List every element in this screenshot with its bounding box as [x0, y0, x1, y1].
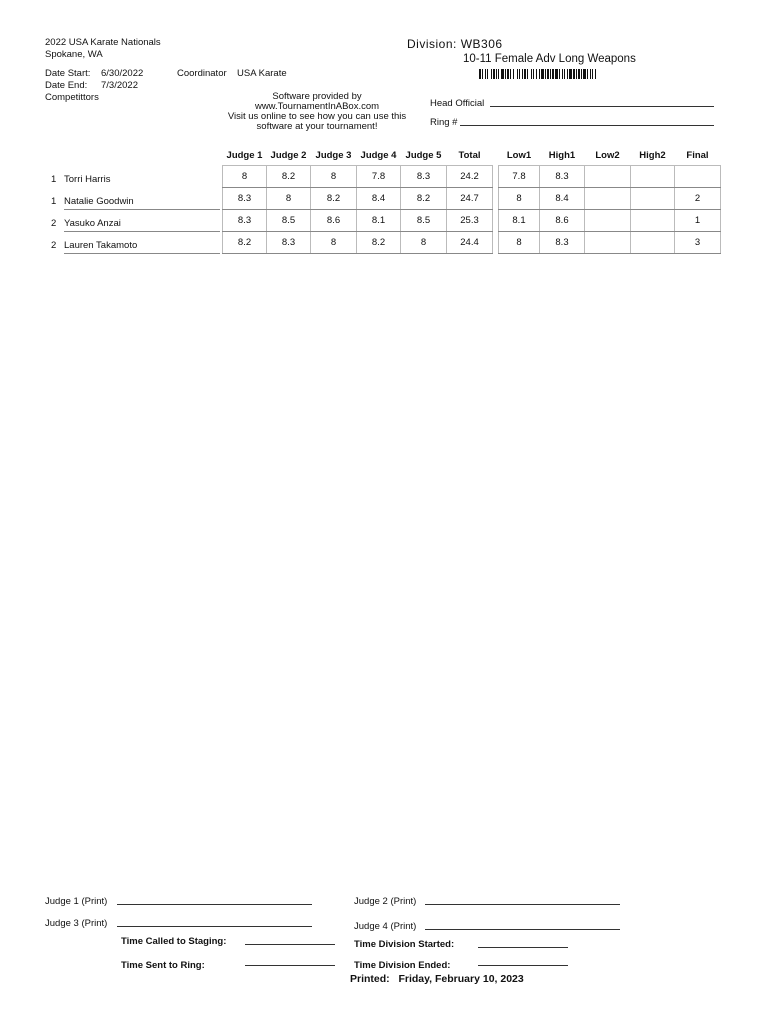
judge3-print-label: Judge 3 (Print) [45, 918, 108, 929]
barcode-bar [596, 69, 597, 79]
score-judge2[interactable]: 8.5 [267, 210, 311, 232]
competitor-seed: 1 [51, 174, 57, 185]
score-judge5[interactable]: 8 [401, 232, 447, 254]
software-line-3: Visit us online to see how you can use this [227, 111, 407, 122]
date-end-value: 7/3/2022 [101, 80, 138, 91]
score-judge5[interactable]: 8.2 [401, 188, 447, 210]
score-low2 [585, 166, 631, 188]
division-label: Division: [407, 37, 457, 51]
printed-line [350, 973, 524, 985]
score-judge4[interactable]: 8.1 [357, 210, 401, 232]
competitor-name: Lauren Takamoto [64, 240, 138, 251]
score-high1: 8.4 [540, 188, 585, 210]
score-low2 [585, 188, 631, 210]
score-low1: 8.1 [499, 210, 540, 232]
score-high1: 8.3 [540, 232, 585, 254]
score-total: 25.3 [447, 210, 493, 232]
score-low2 [585, 210, 631, 232]
competitor-seed: 2 [51, 218, 57, 229]
score-judge1[interactable]: 8.3 [223, 210, 267, 232]
header-judge1: Judge 1 [226, 149, 263, 161]
ring-label: Ring # [430, 117, 458, 128]
score-high2 [631, 210, 675, 232]
table-header-row [223, 145, 721, 166]
score-judge2[interactable]: 8 [267, 188, 311, 210]
score-total: 24.4 [447, 232, 493, 254]
table-row [223, 210, 721, 232]
score-judge5[interactable]: 8.3 [401, 166, 447, 188]
header-high2: High2 [639, 149, 666, 161]
date-end-label: Date End: [45, 80, 88, 91]
software-line-4: software at your tournament! [256, 121, 378, 132]
header-judge4: Judge 4 [360, 149, 397, 161]
event-name: 2022 USA Karate Nationals [45, 37, 161, 48]
time-called-label: Time Called to Staging: [121, 936, 227, 947]
division-name: 10-11 Female Adv Long Weapons [463, 53, 636, 65]
score-judge3[interactable]: 8 [311, 232, 357, 254]
score-judge2[interactable]: 8.3 [267, 232, 311, 254]
score-judge3[interactable]: 8 [311, 166, 357, 188]
score-final: 2 [675, 188, 721, 210]
table-row [223, 188, 721, 210]
time-called-line[interactable] [245, 944, 335, 945]
time-started-label: Time Division Started: [354, 939, 455, 950]
name-underline [64, 231, 220, 232]
software-line-1: Software provided by [272, 91, 362, 102]
score-judge4[interactable]: 8.2 [357, 232, 401, 254]
coordinator-label: Coordinator [177, 68, 227, 79]
judge2-print-line[interactable] [425, 904, 620, 905]
score-judge3[interactable]: 8.2 [311, 188, 357, 210]
competitor-name: Yasuko Anzai [64, 218, 121, 229]
score-final [675, 166, 721, 188]
date-start-value: 6/30/2022 [101, 68, 144, 79]
judge1-print-label: Judge 1 (Print) [45, 896, 108, 907]
header-low2: Low2 [595, 149, 620, 161]
header-final: Final [686, 149, 709, 161]
score-judge4[interactable]: 7.8 [357, 166, 401, 188]
score-high2 [631, 166, 675, 188]
name-underline [64, 253, 220, 254]
division-code: WB306 [460, 37, 503, 51]
header-judge5: Judge 5 [405, 149, 442, 161]
barcode-graphic [479, 69, 679, 79]
score-high1: 8.3 [540, 166, 585, 188]
score-judge4[interactable]: 8.4 [357, 188, 401, 210]
time-ended-label: Time Division Ended: [354, 960, 451, 971]
header-low1: Low1 [506, 149, 532, 161]
score-judge1[interactable]: 8 [223, 166, 267, 188]
head-official-label: Head Official [430, 98, 485, 109]
time-sent-label: Time Sent to Ring: [121, 960, 205, 971]
header-total: Total [458, 149, 481, 161]
table-row [223, 166, 721, 188]
judge2-print-label: Judge 2 (Print) [354, 896, 417, 907]
competitor-seed: 1 [51, 196, 57, 207]
score-judge1[interactable]: 8.2 [223, 232, 267, 254]
date-start-label: Date Start: [45, 68, 91, 79]
judge4-print-label: Judge 4 (Print) [354, 921, 417, 932]
scores-table [222, 145, 721, 254]
competitors-label: Competittors [45, 92, 99, 103]
header-high1: High1 [548, 149, 576, 161]
score-high2 [631, 232, 675, 254]
score-total: 24.7 [447, 188, 493, 210]
software-line-2: www.TournamentInABox.com [254, 101, 380, 112]
competitor-seed: 2 [51, 240, 57, 251]
name-underline [64, 209, 220, 210]
software-notice [212, 92, 422, 132]
score-low2 [585, 232, 631, 254]
score-final: 3 [675, 232, 721, 254]
competitor-name: Natalie Goodwin [64, 196, 134, 207]
score-low1: 8 [499, 232, 540, 254]
score-low1: 8 [499, 188, 540, 210]
score-low1: 7.8 [499, 166, 540, 188]
division-code-line [407, 37, 503, 51]
score-judge3[interactable]: 8.6 [311, 210, 357, 232]
score-high2 [631, 188, 675, 210]
competitor-row [45, 190, 220, 211]
score-judge5[interactable]: 8.5 [401, 210, 447, 232]
competitor-row [45, 234, 220, 255]
score-final: 1 [675, 210, 721, 232]
ring-line[interactable] [460, 125, 714, 126]
competitor-name: Torri Harris [64, 174, 111, 185]
score-total: 24.2 [447, 166, 493, 188]
judge1-print-line[interactable] [117, 904, 312, 905]
header-judge3: Judge 3 [315, 149, 352, 161]
time-ended-line[interactable] [478, 965, 568, 966]
time-sent-line[interactable] [245, 965, 335, 966]
header-judge2: Judge 2 [270, 149, 307, 161]
coordinator-value: USA Karate [237, 68, 287, 79]
table-row [223, 232, 721, 254]
competitor-row [45, 168, 220, 189]
score-judge1[interactable]: 8.3 [223, 188, 267, 210]
competitor-row [45, 212, 220, 233]
printed-date: Friday, February 10, 2023 [398, 973, 524, 985]
head-official-line[interactable] [490, 106, 714, 107]
judge3-print-line[interactable] [117, 926, 312, 927]
time-started-line[interactable] [478, 947, 568, 948]
event-location: Spokane, WA [45, 49, 103, 60]
score-high1: 8.6 [540, 210, 585, 232]
judge4-print-line[interactable] [425, 929, 620, 930]
score-judge2[interactable]: 8.2 [267, 166, 311, 188]
printed-label: Printed: [350, 973, 390, 985]
